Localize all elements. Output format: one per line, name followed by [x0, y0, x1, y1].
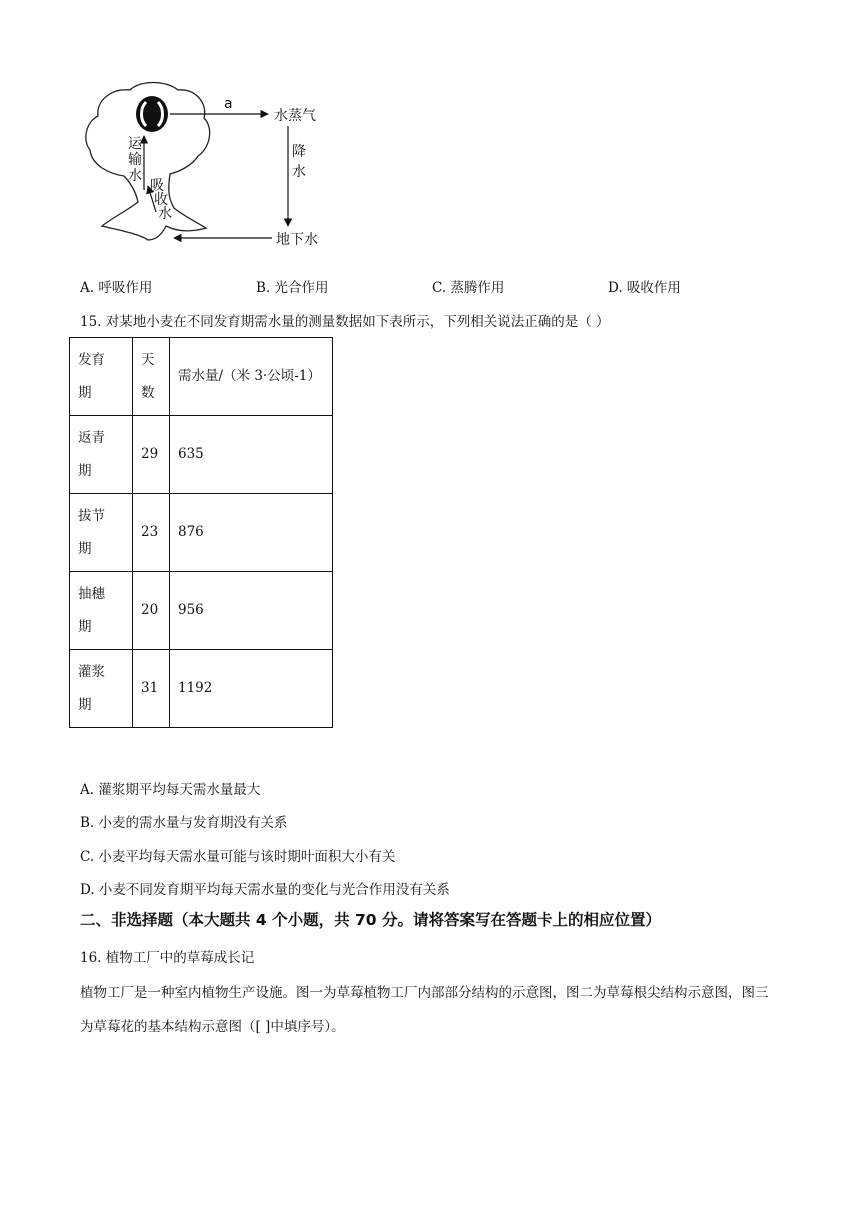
q14-option-b[interactable]: B. 光合作用: [256, 280, 329, 296]
cell-days: 23: [133, 494, 170, 572]
q14-option-c[interactable]: C. 蒸腾作用: [432, 280, 505, 296]
cell-water: 876: [170, 494, 333, 572]
water-cycle-svg: [78, 78, 338, 258]
label-absorb-2: 收: [154, 192, 168, 208]
q15-option-a[interactable]: A. 灌浆期平均每天需水量最大: [80, 782, 261, 798]
label-absorb-1: 吸: [150, 178, 164, 194]
table-header-row: [70, 338, 333, 416]
cell-stage: 抽穗 期: [70, 572, 133, 650]
q16-title: 16. 植物工厂中的草莓成长记: [80, 950, 255, 966]
label-rain-2: 水: [292, 164, 306, 180]
q16-body: 植物工厂是一种室内植物生产设施。图一为草莓植物工厂内部部分结构的示意图，图二为草莓根尖结构示意图，图三为草莓花的基本结构示意图（[ ]中填序号）。: [80, 985, 769, 1035]
cell-stage: 返青 期: [70, 416, 133, 494]
table-row: [70, 494, 333, 572]
cell-water: 1192: [170, 650, 333, 728]
cell-water: 956: [170, 572, 333, 650]
cell-days: 31: [133, 650, 170, 728]
label-transport-3: 水: [128, 168, 142, 184]
q14-options: [80, 276, 800, 296]
header-water: 需水量/（米 3·公顷-1）: [170, 338, 333, 416]
q14-option-a[interactable]: A. 呼吸作用: [80, 280, 153, 296]
label-absorb-3: 水: [158, 206, 172, 222]
label-a: a: [224, 96, 233, 112]
label-rain-1: 降: [292, 144, 306, 160]
water-requirement-table: [69, 337, 333, 728]
label-groundwater: 地下水: [276, 232, 318, 248]
q14-option-d[interactable]: D. 吸收作用: [608, 280, 681, 296]
table-row: [70, 572, 333, 650]
header-days: 天 数: [133, 338, 170, 416]
q15-stem: 15. 对某地小麦在不同发育期需水量的测量数据如下表所示，下列相关说法正确的是（ ）: [80, 314, 610, 330]
label-transport-1: 运: [128, 136, 142, 152]
q15-option-b[interactable]: B. 小麦的需水量与发育期没有关系: [80, 815, 288, 831]
header-stage: 发育 期: [70, 338, 133, 416]
cell-days: 20: [133, 572, 170, 650]
label-vapor: 水蒸气: [274, 108, 316, 124]
cell-water: 635: [170, 416, 333, 494]
section-title: 二、非选择题（本大题共 4 个小题，共 70 分。请将答案写在答题卡上的相应位置）: [80, 911, 661, 929]
q15-option-d[interactable]: D. 小麦不同发育期平均每天需水量的变化与光合作用没有关系: [80, 882, 450, 898]
cell-stage: 拔节 期: [70, 494, 133, 572]
cell-stage: 灌浆 期: [70, 650, 133, 728]
label-transport-2: 输: [128, 152, 142, 168]
q15-option-c[interactable]: C. 小麦平均每天需水量可能与该时期叶面积大小有关: [80, 849, 396, 865]
table-row: [70, 416, 333, 494]
cell-days: 29: [133, 416, 170, 494]
water-cycle-diagram: [78, 78, 338, 258]
table-row: [70, 650, 333, 728]
